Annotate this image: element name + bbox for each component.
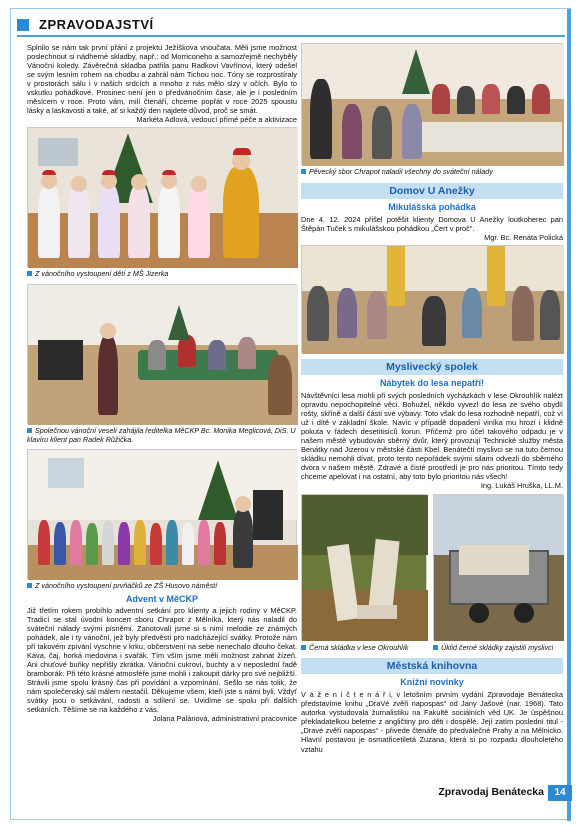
- sub-heading-books: Knižní novinky: [400, 677, 464, 688]
- photo-caption: [27, 270, 297, 279]
- left-column: [27, 43, 297, 723]
- photo-trailer-cleanup: [433, 494, 563, 640]
- magazine-name: Zpravodaj Benátecka: [438, 786, 544, 798]
- intro-signature: Markéta Adlová, vedoucí přímé péče a aktivizace: [136, 115, 297, 125]
- caption-bullet: [301, 169, 306, 174]
- caption-text: Společnou vánoční veselí zahájila ředitelka MěCKP Bc. Monika Meglicová, DiS. U klavíru klient pan Radek Růžička.: [27, 426, 296, 444]
- section-heading-anezka: Domov U Anežky: [301, 183, 563, 199]
- photo-illegal-dump: [301, 494, 427, 640]
- spolek-signature: Ing. Lukáš Hruška, LL.M.: [480, 481, 563, 491]
- page-footer: [381, 785, 572, 801]
- section-heading-library: Městská knihovna: [301, 658, 563, 674]
- photo-puppet-show: [301, 245, 563, 353]
- caption-bullet: [27, 583, 32, 588]
- photo-caption: [27, 582, 297, 591]
- dump-photos-row: [301, 494, 563, 654]
- caption-text: Pěvecký sbor Chrapot naladil všechny do sváteční nálady: [309, 167, 493, 176]
- sub-heading-mikulas: Mikulášská pohádka: [388, 201, 476, 212]
- advent-signature: Jolana Palánová, administrativní pracovnice: [152, 714, 297, 724]
- right-column: [301, 43, 563, 754]
- page-number: 14: [548, 785, 572, 801]
- photo-kindergarten-performance: [27, 127, 297, 267]
- photo-school-performance: [27, 449, 297, 579]
- section-heading-spolek: Myslivecký spolek: [301, 359, 563, 375]
- caption-bullet: [27, 271, 32, 276]
- photo-caption: [27, 427, 297, 444]
- newsletter-page: [10, 8, 571, 820]
- caption-bullet: [27, 428, 32, 433]
- section-title: ZPRAVODAJSTVÍ: [39, 17, 154, 32]
- intro-paragraph: Splnilo se nám tak první přání z projektu Ježíškova vnoučata. Měli jsme možnost poslechnout si nádherné skladby, např.: od Morriconeho a samozřejmě nechyběly Vánoční koledy. Závěrečná skladba patřila panu Radkovi Vavřínovi, který odešel se svým lesním rohem na chodbu a zahrál nám Tichou noc. Tóny se rozprostíraly v prostorách sálu i v našich srdcích a mnoho z nás mělo slzy v očích. Bylo to vskutku pohádkové. Prosinec není jen o předvánočním čase, ale je i posledním měsícem v roce. Proto vám, milí čtenáři, chceme popřát v roce 2025 spoustu lásky a laskavosti a také, ať si každý den najdete důvod, proč se smát.: [27, 43, 297, 116]
- header-square-marker: [17, 19, 29, 31]
- caption-text: Z vánočního vystoupení prvňáčků ze ZŠ Husovo náměstí: [35, 581, 218, 591]
- anezka-signature: Mgr. Bc. Renáta Polická: [484, 232, 563, 242]
- section-header-bar: [17, 15, 565, 37]
- anezka-paragraph: Dne 4. 12. 2024 přišel potěšit klienty Domova U Anežky loutkoherec pan Štěpán Tuček s mikulášskou pohádkou „Čert v proč“.: [301, 214, 563, 233]
- photo-caption: [433, 644, 563, 653]
- caption-text: Z vánočního vystoupení dětí z MŠ Jizerka: [35, 269, 169, 279]
- caption-bullet: [433, 645, 438, 650]
- sub-heading-nabytek: Nábytek do lesa nepatří!: [379, 377, 485, 388]
- photo-choir-chrapot: [301, 43, 563, 165]
- page-edge-rule: [567, 9, 571, 821]
- caption-bullet: [301, 645, 306, 650]
- caption-text: Černá skládka v lese Okrouhlík: [309, 643, 409, 653]
- spolek-paragraph: Návštěvníci lesa mohli při svých posledních vycházkách v lese Okrouhlík nalézt opravdu nepochopitelné věci. Bohužel, někdo vyvezl do lesa ze svého obydlí rošty, skříně a další části své výbavy. Toto však do lesa rozhodně nepatří, což ví už i dítě v základní škole. Navíc v případě dopadení viníka mu hrozí i klidně pokuta v řádech desetitisíců korun. Přičemž pro účel takového odpadu je v našem městě vybudován sběrný dvůr, který provozují Technické služby města Benátky nad Jizerou v městské části Kbel. Benátečtí myslivci se na tuto černou skládku nemohli dívat, proto tento nepořádek svými silami odvezli do sběrného dvora v našem městě. Zdravé a čisté prostředí je pro nás prioritou. Tímto tedy chceme apelovat i na ostatní, aby toto bylo prioritou nás všech!: [301, 390, 563, 482]
- photo-caption: [301, 644, 429, 653]
- advent-paragraph: Již třetím rokem probíhlo adventní setkání pro klienty a jejich rodiny v MěCKP. Tradicí se stal úvodní koncert sboru Chrapot z Mělníka, který nás naladil do sváteční nálady svými písněmi. Zanotovali jsme si s nimi melodie ze známých pohádek, ale i ty vánoční, jež byly předvěstí pro nadcházející svátky. Protože nám při takovém zpívání vyschne v krku, občerstvení na sebe nenechalo dlouho čekat. Káva, čaj, horká medovina i svařák. Tím vším jsme měli možnost zahnat žízeň. Ani chuťové buňky nepřišly zkrátka. Vánoční cukroví, buchty a v neposlední řadě bramborák. Při této krásné atmosféře jsme mohli i zakoupit dárky pro své nejbližší. Strávili jsme spolu krásný čas při povídání a vzpomínání. Sešlo se nás tolik, že nám společenský sál málem nestačil. Děkujeme všem, kteří jste s námi byli. Vždyť svátky jsou o setkávání, radosti a sdílení se. Uvidíme se spolu při dalších setkáních. Těšíme se na každého z vás.: [27, 605, 297, 715]
- photo-caption: [301, 168, 563, 177]
- caption-text: Úklid černé skládky zajistili myslivci: [441, 643, 554, 653]
- photo-christmas-gathering: [27, 284, 297, 424]
- advent-heading: Advent v MěCKP: [125, 593, 198, 604]
- library-paragraph: V á ž e n í č t e n á ř i, v letošním prvním vydání Zpravodaje Benátecka představíme knihu „DraVé zvěři napospas“ od Jany Jašové (nar. 1968). Tato autorka vystudovala žurnalistiku na Fakultě sociálních věd UK. Je úspěšnou překladatelkou beletrie z angličtiny pro děti i dospělé. Její zatím poslední titul - „Dravé zvěři napospas“ - přivede čtenáře do předválečné Prahy a na Mělnicko. Hlavní postavou je osmatřicetiletá Zuzana, která si po rozpadu dlouholetého vztahu: [301, 690, 563, 754]
